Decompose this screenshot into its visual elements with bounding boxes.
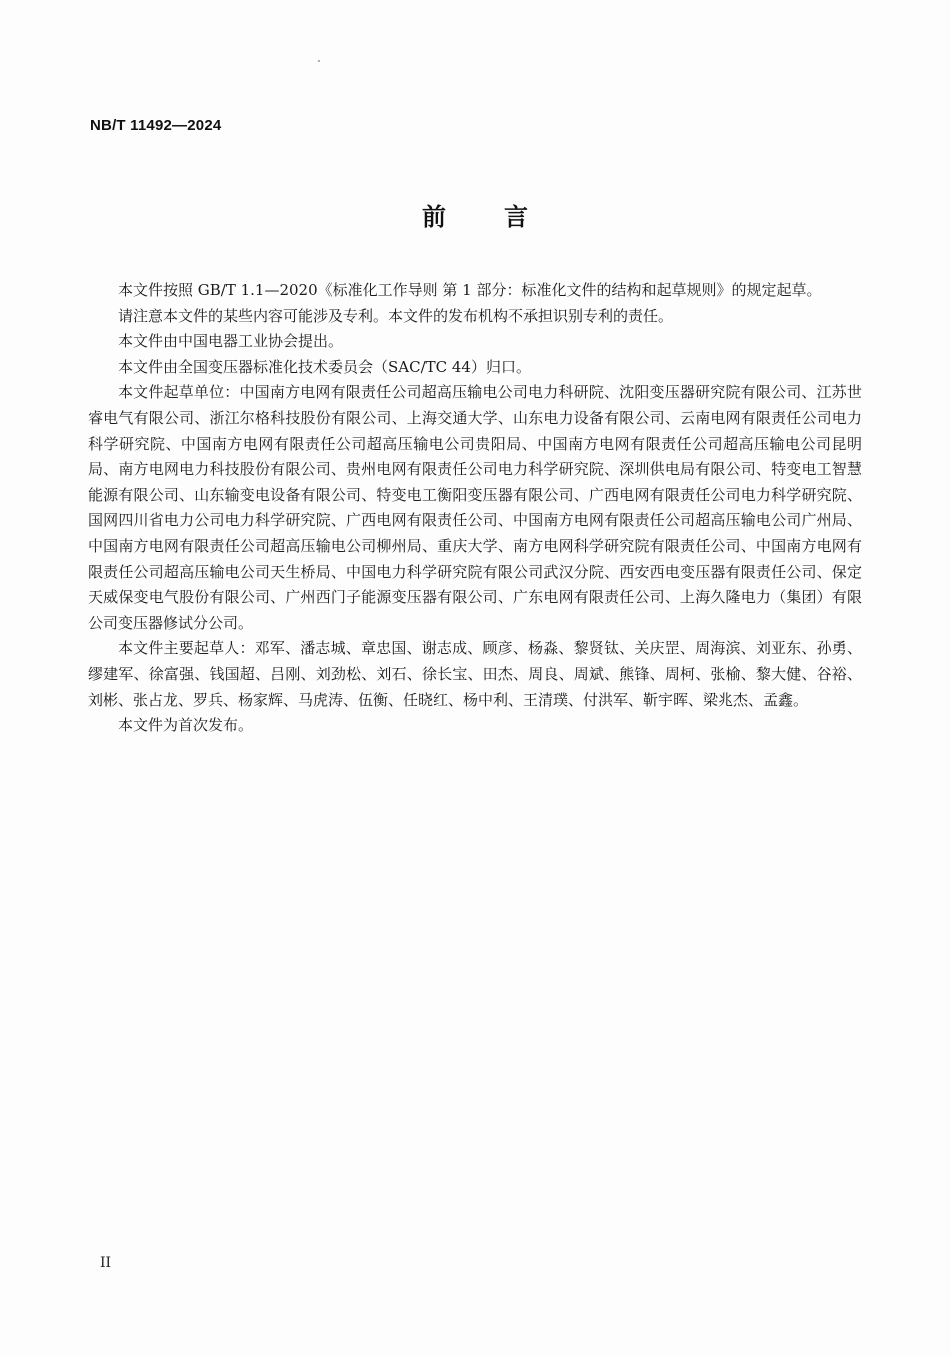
paragraph-proposer: 本文件由中国电器工业协会提出。 [118,332,344,351]
paragraph-drafters: 本文件主要起草人：邓军、潘志城、章忠国、谢志成、顾彦、杨淼、黎贤钛、关庆罡、周海滨、刘亚东、孙勇、缪建军、徐富强、钱国超、吕刚、刘劲松、刘石、徐长宝、田杰、周良、周斌、熊锋、周柯、张榆、黎大健、谷裕、刘彬、张占龙、罗兵、杨家辉、马虎涛、伍衡、任晓红、杨中利、王清璞、付洪军、靳宇晖、梁兆杰、孟鑫。 [88,639,862,709]
paragraph-patent-notice: 请注意本文件的某些内容可能涉及专利。本文件的发布机构不承担识别专利的责任。 [118,306,674,325]
page-number: II [100,1255,112,1271]
paragraph-drafting-rules: 本文件按照 GB/T 1.1—2020《标准化工作导则 第 1 部分：标准化文件的结构和起草规则》的规定起草。 [118,281,822,299]
paragraph-technical-committee: 本文件由全国变压器标准化技术委员会（SAC/TC 44）归口。 [118,357,531,376]
document-code: NB/T 11492—2024 [90,117,222,134]
paragraph-drafting-organizations: 本文件起草单位：中国南方电网有限责任公司超高压输电公司电力科研院、沈阳变压器研究院有限公司、江苏世睿电气有限公司、浙江尔格科技股份有限公司、上海交通大学、山东电力设备有限公司、云南电网有限责任公司电力科学研究院、中国南方电网有限责任公司超高压输电公司贵阳局、中国南方电网有限责任公司超高压输电公司昆明局、南方电网电力科技股份有限公司、贵州电网有限责任公司电力科学研究院、深圳供电局有限公司、特变电工智慧能源有限公司、山东输变电设备有限公司、特变电工衡阳变压器有限公司、广西电网有限责任公司电力科学研究院、国网四川省电力公司电力科学研究院、广西电网有限责任公司、中国南方电网有限责任公司超高压输电公司广州局、中国南方电网有限责任公司超高压输电公司柳州局、重庆大学、南方电网科学研究院有限责任公司、中国南方电网有限责任公司超高压输电公司天生桥局、中国电力科学研究院有限公司武汉分院、西安西电变压器有限责任公司、保定天威保变电气股份有限公司、广州西门子能源变压器有限公司、广东电网有限责任公司、上海久隆电力（集团）有限公司变压器修试分公司。 [88,383,862,632]
foreword-body [88,278,862,739]
scan-speck [318,60,320,62]
page-title: 前言 [422,203,586,231]
paragraph-first-release: 本文件为首次发布。 [118,716,254,735]
